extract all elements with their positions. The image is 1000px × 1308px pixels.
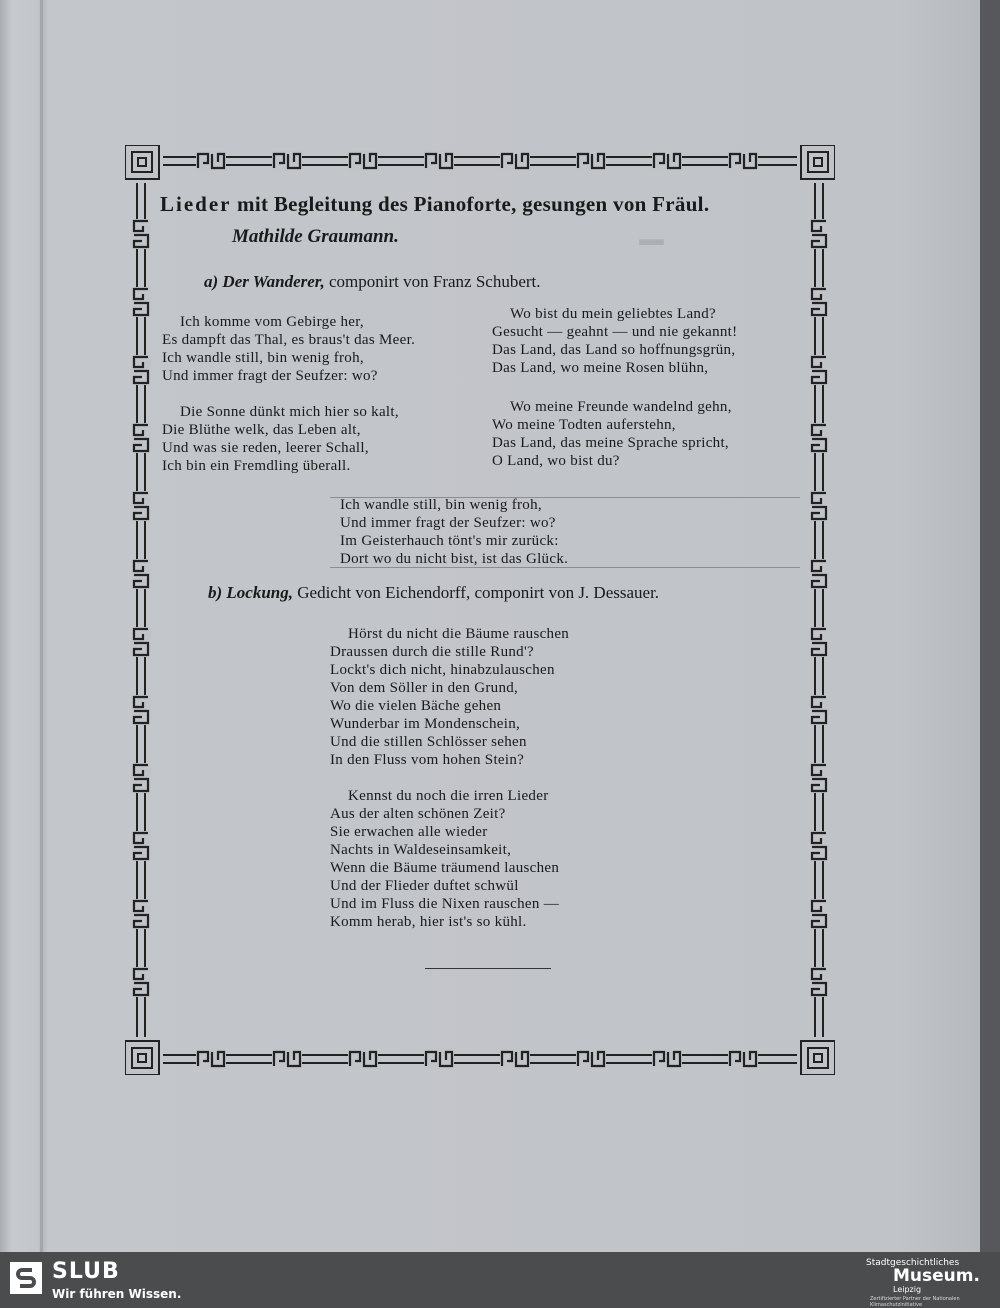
song-b-label: b) Lockung, [208,583,293,602]
verse-line: Draussen durch die stille Rund'? [330,644,534,660]
verse-line: Ich bin ein Fremdling überall. [162,458,351,474]
verse-line: Aus der alten schönen Zeit? [330,806,506,822]
verse-line: O Land, wo bist du? [492,453,620,469]
verse-line: Ich komme vom Gebirge her, [180,314,364,330]
song-a-credit: componirt von Franz Schubert. [329,272,541,291]
verse-line: Hörst du nicht die Bäume rauschen [348,626,570,642]
song-a-label: a) Der Wanderer, [204,272,325,291]
divider [330,567,800,568]
verse-line: Und was sie reden, leerer Schall, [162,440,369,456]
singer-name: Mathilde Graumann. [232,226,399,247]
verse-line: Ich wandle still, bin wenig froh, [162,350,364,366]
verse-line: Nachts in Waldeseinsamkeit, [330,842,512,858]
verse-line: In den Fluss vom hohen Stein? [330,752,525,768]
verse-line: Und der Flieder duftet schwül [330,878,519,894]
song-a-heading [204,272,541,292]
verse-line: Wo meine Freunde wandelnd gehn, [510,399,732,415]
verse-line: Dort wo du nicht bist, ist das Glück. [340,551,569,567]
title-lead: Lieder [160,192,232,216]
verse-line: Ich wandle still, bin wenig froh, [340,497,542,513]
slub-tagline: Wir führen Wissen. [52,1287,182,1301]
verse-line: Sie erwachen alle wieder [330,824,488,840]
bleed-through-text: ▁ [640,211,664,244]
verse-line: Kennst du noch die irren Lieder [348,788,549,804]
verse-line: Und die stillen Schlösser sehen [330,734,527,750]
museum-subtitle: Stadtgeschichtliches [866,1258,960,1268]
verse-line: Komm herab, hier ist's so kühl. [330,914,527,930]
verse-line: Die Blüthe welk, das Leben alt, [162,422,361,438]
verse-line: Wenn die Bäume träumend lauschen [330,860,560,876]
song-a-left-stanza-1 [162,313,415,385]
song-a-right-stanza-1 [492,305,737,377]
title-rest: mit Begleitung des Pianoforte, gesungen von Fräul. [237,192,710,216]
closing-rule [425,968,551,969]
page-title [160,192,810,217]
song-b-stanza-1 [330,625,569,769]
slub-logo-icon [10,1262,42,1294]
verse-line: Das Land, das meine Sprache spricht, [492,435,729,451]
museum-city: Leipzig [893,1285,922,1294]
museum-name[interactable]: Museum. [893,1266,980,1286]
verse-line: Und immer fragt der Seufzer: wo? [340,515,556,531]
verse-line: Und im Fluss die Nixen rauschen — [330,896,560,912]
verse-line: Es dampft das Thal, es braus't das Meer. [162,332,416,348]
song-a-final-stanza [340,496,568,568]
verse-line: Wo meine Todten auferstehn, [492,417,676,433]
museum-certification: Zertifizierter Partner der Nationalen Klimaschutzinitiative [870,1296,960,1308]
song-b-credit: Gedicht von Eichendorff, componirt von J. Dessauer. [297,583,660,602]
verse-line: Wo die vielen Bäche gehen [330,698,502,714]
verse-line: Das Land, das Land so hoffnungsgrün, [492,342,736,358]
verse-line: Im Geisterhauch tönt's mir zurück: [340,533,559,549]
slub-name[interactable]: SLUB [52,1259,120,1284]
verse-line: Lockt's dich nicht, hinabzulauschen [330,662,555,678]
verse-line: Und immer fragt der Seufzer: wo? [162,368,378,384]
verse-line: Wo bist du mein geliebtes Land? [510,306,716,322]
song-b-heading [208,583,659,603]
verse-line: Von dem Söller in den Grund, [330,680,519,696]
song-b-stanza-2 [330,787,559,931]
song-a-right-stanza-2 [492,398,732,470]
verse-line: Das Land, wo meine Rosen blühn, [492,360,709,376]
verse-line: Die Sonne dünkt mich hier so kalt, [180,404,399,420]
song-a-left-stanza-2 [162,403,399,475]
verse-line: Wunderbar im Mondenschein, [330,716,521,732]
verse-line: Gesucht — geahnt — und nie gekannt! [492,324,738,340]
